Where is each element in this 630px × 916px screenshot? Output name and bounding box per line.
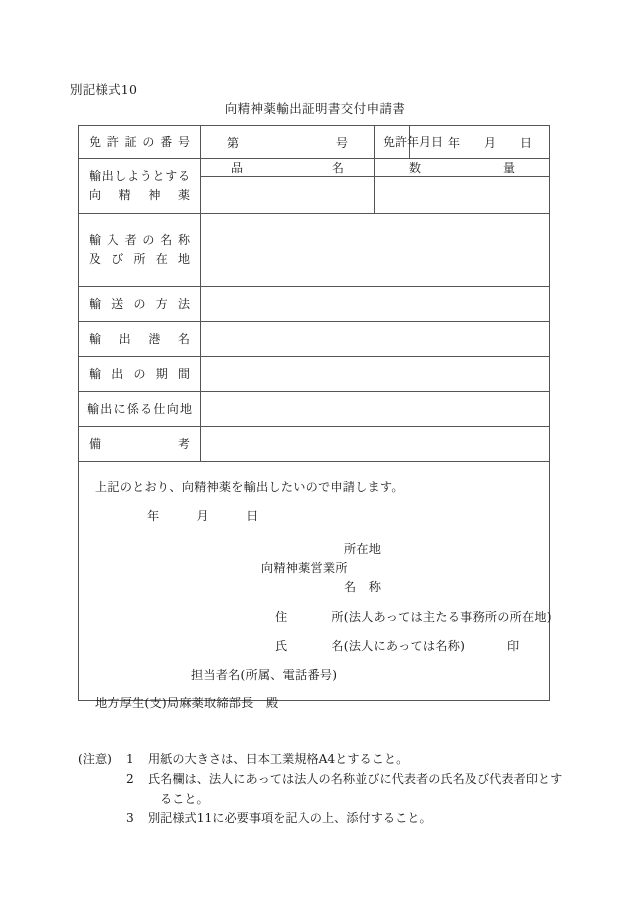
importer-label: [79, 214, 201, 287]
seal-label: 印: [507, 639, 520, 653]
period-field[interactable]: [201, 357, 550, 392]
note-number: 3: [126, 811, 134, 826]
note-item: [78, 809, 598, 829]
office-label: 向精神薬営業所: [261, 561, 348, 575]
port-field[interactable]: [201, 322, 550, 357]
application-table: [78, 125, 552, 710]
addressee-line: 地方厚生(支)局麻薬取締部長 殿: [95, 696, 279, 710]
address-suffix: 所(法人あっては主たる事務所の所在地): [331, 610, 552, 624]
note-text: 氏名欄は、法人にあっては法人の名称並びに代表者の氏名及び代表者印とす: [148, 771, 563, 786]
license-date-label: 免許年月日: [375, 126, 410, 159]
staff-contact-label: 担当者名(所属、電話番号): [191, 668, 338, 682]
document-title: 向精神薬輸出証明書交付申請書: [224, 101, 406, 116]
declaration-statement: 上記のとおり、向精神薬を輸出したいので申請します。: [95, 480, 404, 494]
table-row-importer: [79, 214, 550, 287]
notes-section: [78, 750, 598, 829]
note-continuation: ること。: [160, 791, 209, 806]
destination-label: 輸出に係る仕向地: [79, 392, 201, 427]
note-text: 別記様式11に必要事項を記入の上、添付すること。: [148, 811, 432, 826]
table-row-period: [79, 357, 550, 392]
table-row-transport: [79, 287, 550, 322]
table-row-port: [79, 322, 550, 357]
note-item: [78, 750, 598, 770]
transport-field[interactable]: [201, 287, 550, 322]
remarks-field[interactable]: [201, 427, 550, 462]
table-row-drug-header: [79, 159, 550, 177]
applicant-address-line: [275, 608, 552, 625]
drug-label: [79, 159, 201, 214]
drug-qty-field[interactable]: [375, 177, 550, 214]
office-location-label: 所在地: [344, 542, 382, 556]
declaration-date-field[interactable]: 年 月 日: [147, 509, 259, 523]
form-number: 別記様式10: [70, 82, 138, 97]
drug-label-line1: 輸出しようとする: [89, 169, 190, 184]
license-number-field[interactable]: 第 号: [201, 126, 375, 159]
drug-qty-header: 数 量: [375, 159, 550, 177]
declaration-cell: [79, 462, 552, 710]
name-suffix: 名(法人にあっては名称): [331, 639, 466, 653]
license-date-field[interactable]: 年 月 日: [410, 126, 550, 159]
declaration-block: [79, 462, 552, 710]
table-row-license: [79, 126, 550, 159]
table-row-remarks: [79, 427, 550, 462]
table-row-declaration: [79, 462, 550, 701]
port-label: 輸出港名: [79, 322, 201, 357]
importer-label-line2: 及び所在地: [89, 252, 190, 266]
importer-label-line1: 輸入者の名称: [89, 233, 190, 248]
drug-name-header: 品 名: [201, 159, 375, 177]
table-row-destination: [79, 392, 550, 427]
note-item: [78, 770, 598, 790]
address-label: 住: [275, 610, 288, 624]
period-label: 輸出の期間: [79, 357, 201, 392]
applicant-name-line: [275, 637, 465, 654]
drug-name-field[interactable]: [201, 177, 375, 214]
transport-label: 輸送の方法: [79, 287, 201, 322]
note-number: 2: [126, 771, 134, 786]
drug-label-line2: 向精神薬: [89, 188, 190, 202]
remarks-label: 備考: [79, 427, 201, 462]
note-number: 1: [126, 752, 134, 766]
license-number-label: 免許証の番号: [79, 126, 201, 159]
name-label: 氏: [275, 639, 288, 653]
importer-field[interactable]: [201, 214, 550, 287]
destination-field[interactable]: [201, 392, 550, 427]
office-name-label: 名 称: [344, 580, 382, 594]
notes-tag: (注意): [78, 752, 112, 766]
note-text: 用紙の大きさは、日本工業規格A4とすること。: [148, 752, 409, 766]
